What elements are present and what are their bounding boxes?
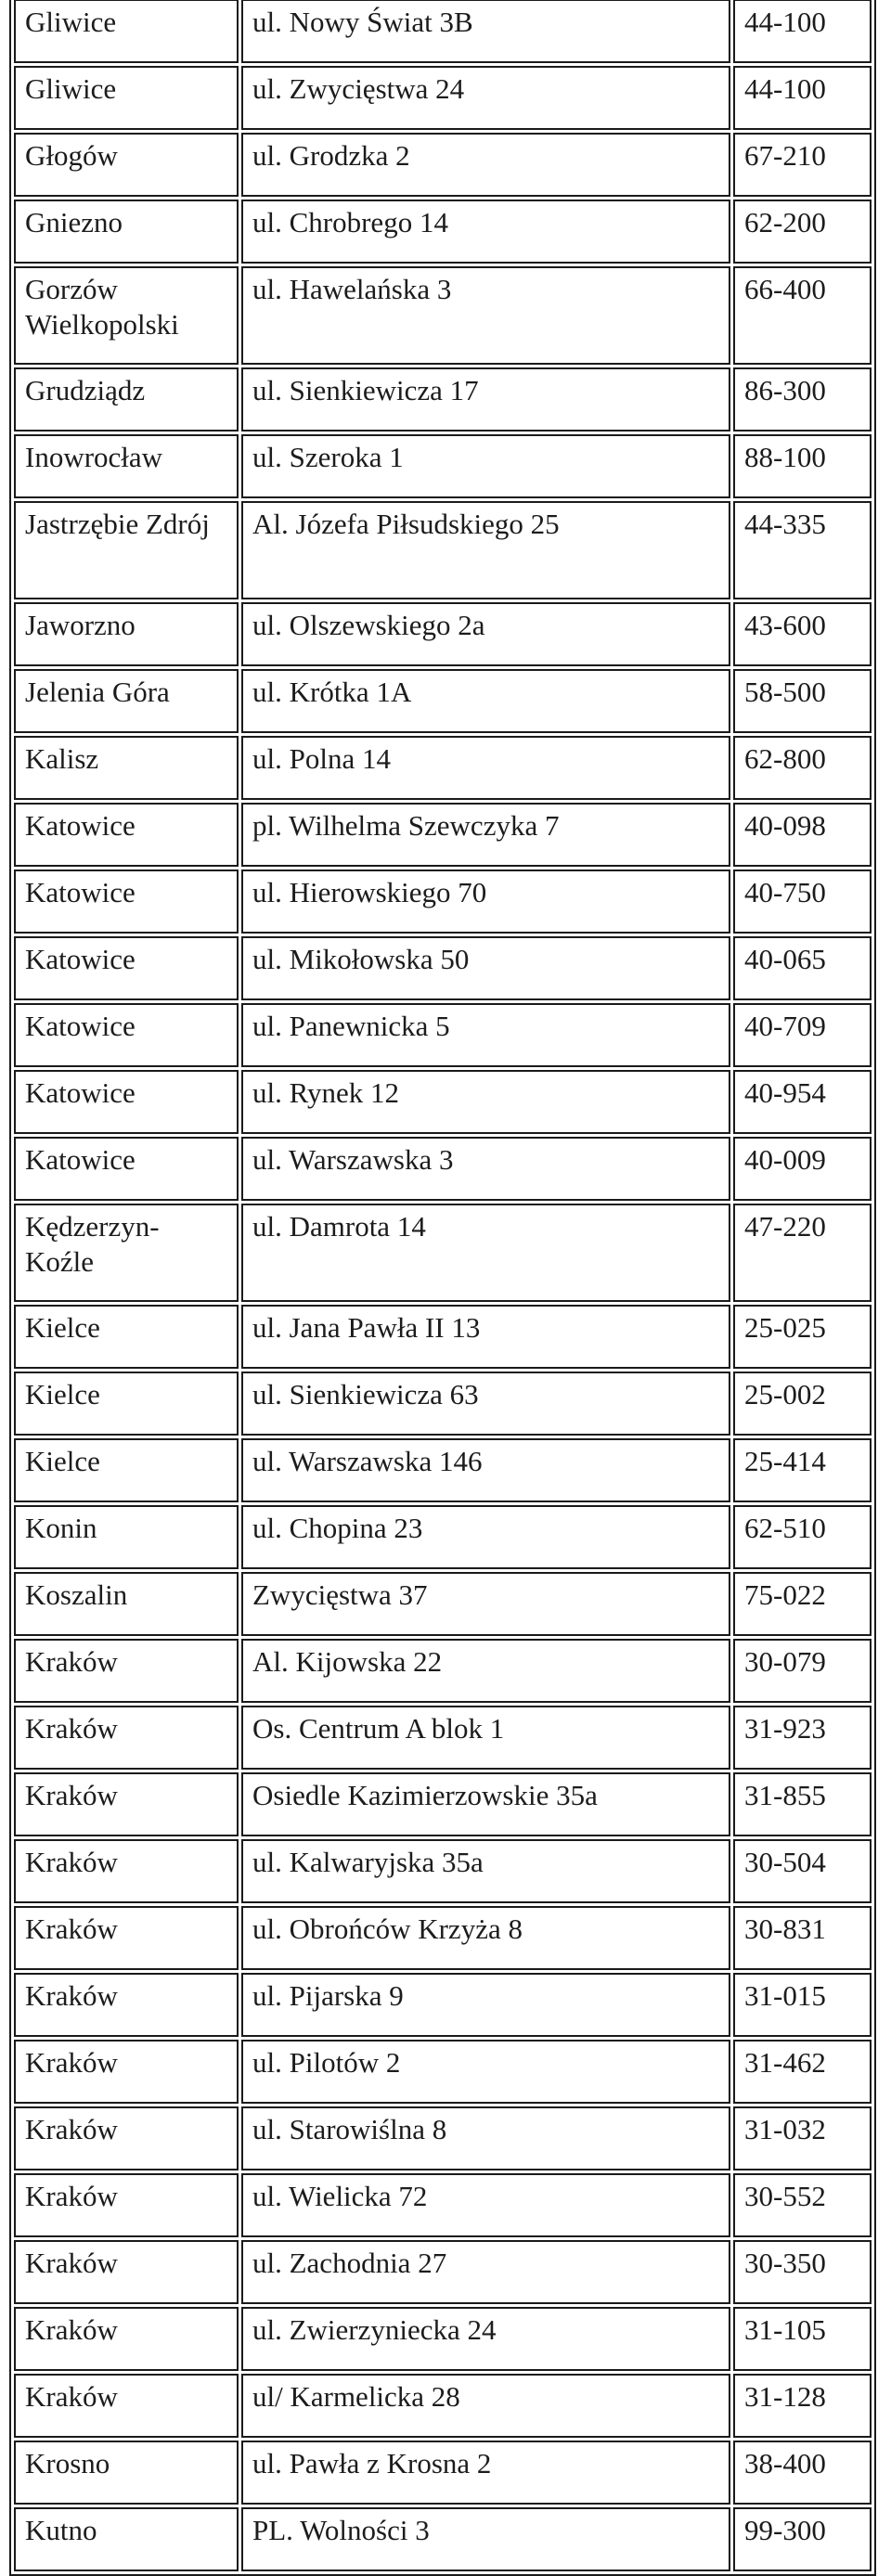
table-row	[14, 2040, 872, 2104]
postal-code-cell: 66-400	[733, 266, 872, 365]
street-cell: ul. Chopina 23	[241, 1505, 730, 1569]
table-row	[14, 602, 872, 666]
table-row	[14, 1973, 872, 2037]
city-cell: Kielce	[14, 1438, 239, 1502]
street-cell: ul. Jana Pawła II 13	[241, 1305, 730, 1369]
street-cell: pl. Wilhelma Szewczyka 7	[241, 803, 730, 867]
postal-code-cell: 31-855	[733, 1772, 872, 1836]
postal-code-cell: 25-025	[733, 1305, 872, 1369]
table-row	[14, 2106, 872, 2170]
postal-code-cell: 40-098	[733, 803, 872, 867]
postal-code-cell: 31-923	[733, 1706, 872, 1770]
city-cell: Grudziądz	[14, 367, 239, 431]
city-cell: Kraków	[14, 1639, 239, 1703]
city-cell: Gniezno	[14, 200, 239, 264]
street-cell: PL. Wolności 3	[241, 2507, 730, 2571]
city-cell: Gliwice	[14, 0, 239, 63]
city-cell: Konin	[14, 1505, 239, 1569]
street-cell: ul. Rynek 12	[241, 1070, 730, 1134]
postal-code-cell: 86-300	[733, 367, 872, 431]
table-row	[14, 66, 872, 130]
street-cell: Os. Centrum A blok 1	[241, 1706, 730, 1770]
city-cell: Koszalin	[14, 1572, 239, 1636]
table-row	[14, 434, 872, 498]
city-cell: Katowice	[14, 1003, 239, 1067]
table-row	[14, 2507, 872, 2571]
table-row	[14, 736, 872, 800]
table-row	[14, 1438, 872, 1502]
postal-code-cell: 30-552	[733, 2173, 872, 2237]
postal-code-cell: 44-100	[733, 0, 872, 63]
postal-code-cell: 30-831	[733, 1906, 872, 1970]
street-cell: ul. Warszawska 146	[241, 1438, 730, 1502]
postal-code-cell: 67-210	[733, 133, 872, 197]
city-cell: Gorzów Wielkopolski	[14, 266, 239, 365]
postal-code-cell: 30-350	[733, 2240, 872, 2304]
street-cell: Al. Józefa Piłsudskiego 25	[241, 501, 730, 599]
city-cell: Kraków	[14, 2173, 239, 2237]
postal-code-cell: 30-504	[733, 1839, 872, 1903]
table-row	[14, 1639, 872, 1703]
table-row	[14, 669, 872, 733]
city-cell: Gliwice	[14, 66, 239, 130]
city-cell: Katowice	[14, 1137, 239, 1201]
table-row	[14, 869, 872, 934]
postal-code-cell: 47-220	[733, 1204, 872, 1302]
postal-code-cell: 40-709	[733, 1003, 872, 1067]
table-row	[14, 936, 872, 1000]
table-row	[14, 501, 872, 599]
city-cell: Kraków	[14, 1839, 239, 1903]
table-row	[14, 200, 872, 264]
street-cell: ul. Sienkiewicza 17	[241, 367, 730, 431]
postal-code-cell: 44-100	[733, 66, 872, 130]
table-row	[14, 1204, 872, 1302]
city-cell: Jastrzębie Zdrój	[14, 501, 239, 599]
street-cell: ul. Sienkiewicza 63	[241, 1372, 730, 1436]
table-row	[14, 2374, 872, 2438]
city-cell: Jaworzno	[14, 602, 239, 666]
address-table-body	[14, 0, 872, 2571]
postal-code-cell: 31-015	[733, 1973, 872, 2037]
street-cell: ul. Pawła z Krosna 2	[241, 2441, 730, 2505]
city-cell: Kraków	[14, 1906, 239, 1970]
table-row	[14, 1706, 872, 1770]
street-cell: ul. Chrobrego 14	[241, 200, 730, 264]
city-cell: Katowice	[14, 803, 239, 867]
city-cell: Katowice	[14, 1070, 239, 1134]
street-cell: ul. Kalwaryjska 35a	[241, 1839, 730, 1903]
city-cell: Kutno	[14, 2507, 239, 2571]
postal-code-cell: 62-800	[733, 736, 872, 800]
street-cell: ul. Krótka 1A	[241, 669, 730, 733]
table-row	[14, 803, 872, 867]
postal-code-cell: 75-022	[733, 1572, 872, 1636]
table-row	[14, 1505, 872, 1569]
city-cell: Kraków	[14, 2374, 239, 2438]
postal-code-cell: 40-954	[733, 1070, 872, 1134]
table-row	[14, 1572, 872, 1636]
postal-code-cell: 44-335	[733, 501, 872, 599]
street-cell: ul. Zwycięstwa 24	[241, 66, 730, 130]
city-cell: Kraków	[14, 1706, 239, 1770]
postal-code-cell: 31-462	[733, 2040, 872, 2104]
street-cell: ul. Panewnicka 5	[241, 1003, 730, 1067]
street-cell: ul. Szeroka 1	[241, 434, 730, 498]
street-cell: ul. Obrońców Krzyża 8	[241, 1906, 730, 1970]
table-row	[14, 1906, 872, 1970]
street-cell: ul. Hawelańska 3	[241, 266, 730, 365]
table-row	[14, 1839, 872, 1903]
postal-code-cell: 25-414	[733, 1438, 872, 1502]
postal-code-cell: 62-200	[733, 200, 872, 264]
table-row	[14, 2441, 872, 2505]
city-cell: Kraków	[14, 2307, 239, 2371]
table-row	[14, 1772, 872, 1836]
postal-code-cell: 58-500	[733, 669, 872, 733]
table-row	[14, 1305, 872, 1369]
postal-code-cell: 40-009	[733, 1137, 872, 1201]
city-cell: Kielce	[14, 1372, 239, 1436]
postal-code-cell: 88-100	[733, 434, 872, 498]
street-cell: ul. Zachodnia 27	[241, 2240, 730, 2304]
city-cell: Kielce	[14, 1305, 239, 1369]
postal-code-cell: 31-128	[733, 2374, 872, 2438]
table-row	[14, 1137, 872, 1201]
street-cell: Osiedle Kazimierzowskie 35a	[241, 1772, 730, 1836]
street-cell: ul. Olszewskiego 2a	[241, 602, 730, 666]
city-cell: Katowice	[14, 936, 239, 1000]
street-cell: Zwycięstwa 37	[241, 1572, 730, 1636]
city-cell: Katowice	[14, 869, 239, 934]
postal-code-cell: 40-065	[733, 936, 872, 1000]
city-cell: Jelenia Góra	[14, 669, 239, 733]
postal-code-cell: 62-510	[733, 1505, 872, 1569]
city-cell: Inowrocław	[14, 434, 239, 498]
street-cell: ul. Hierowskiego 70	[241, 869, 730, 934]
postal-code-cell: 99-300	[733, 2507, 872, 2571]
table-row	[14, 1070, 872, 1134]
city-cell: Głogów	[14, 133, 239, 197]
postal-code-cell: 30-079	[733, 1639, 872, 1703]
street-cell: ul. Warszawska 3	[241, 1137, 730, 1201]
table-row	[14, 2173, 872, 2237]
street-cell: ul. Mikołowska 50	[241, 936, 730, 1000]
table-row	[14, 1003, 872, 1067]
table-row	[14, 133, 872, 197]
city-cell: Kraków	[14, 1973, 239, 2037]
table-row	[14, 1372, 872, 1436]
city-cell: Kraków	[14, 2240, 239, 2304]
postal-code-cell: 25-002	[733, 1372, 872, 1436]
street-cell: ul. Starowiślna 8	[241, 2106, 730, 2170]
table-row	[14, 266, 872, 365]
city-cell: Kraków	[14, 1772, 239, 1836]
table-row	[14, 2307, 872, 2371]
street-cell: ul. Pilotów 2	[241, 2040, 730, 2104]
postal-code-cell: 38-400	[733, 2441, 872, 2505]
street-cell: ul. Damrota 14	[241, 1204, 730, 1302]
table-row	[14, 0, 872, 63]
street-cell: ul. Zwierzyniecka 24	[241, 2307, 730, 2371]
city-cell: Kraków	[14, 2040, 239, 2104]
street-cell: ul. Wielicka 72	[241, 2173, 730, 2237]
street-cell: ul. Pijarska 9	[241, 1973, 730, 2037]
street-cell: ul/ Karmelicka 28	[241, 2374, 730, 2438]
postal-code-cell: 31-105	[733, 2307, 872, 2371]
street-cell: ul. Grodzka 2	[241, 133, 730, 197]
city-cell: Kędzerzyn-Koźle	[14, 1204, 239, 1302]
postal-code-cell: 43-600	[733, 602, 872, 666]
address-table	[9, 0, 876, 2576]
street-cell: ul. Nowy Świat 3B	[241, 0, 730, 63]
postal-code-cell: 31-032	[733, 2106, 872, 2170]
street-cell: Al. Kijowska 22	[241, 1639, 730, 1703]
city-cell: Krosno	[14, 2441, 239, 2505]
table-row	[14, 2240, 872, 2304]
city-cell: Kalisz	[14, 736, 239, 800]
postal-code-cell: 40-750	[733, 869, 872, 934]
table-row	[14, 367, 872, 431]
street-cell: ul. Polna 14	[241, 736, 730, 800]
city-cell: Kraków	[14, 2106, 239, 2170]
